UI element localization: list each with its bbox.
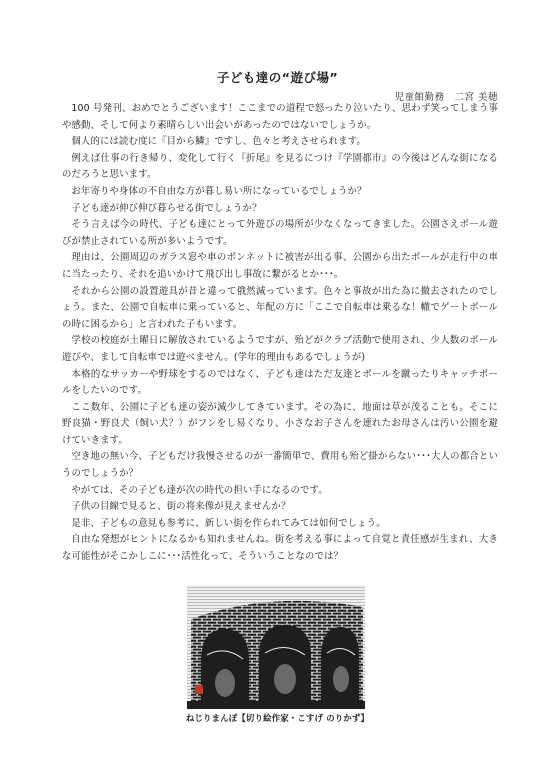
article-paragraph: 子ども達が伸び伸び暮らせる街でしょうか？: [71, 202, 262, 214]
article-paragraph: 是非、子どもの意見も参考に、新しい街を作られてみては如何でしょう。: [71, 517, 386, 529]
article-paragraph: 理由は、公園周辺のガラス窓や車のボンネットに被害が出る事、公園から出たボールが走行中の車に当たったり、それを追いかけて飛び出し事故に繋がるとか･･･。: [62, 252, 498, 280]
paper-cut-brick-arches-icon: [187, 585, 365, 709]
article-paragraph: 本格的なサッカーや野球をするのではなく、子ども達はただ友達とボールを蹴ったりキャッチボールをしたいのです。: [62, 368, 498, 397]
article-body: [62, 101, 498, 566]
figure-caption: ねじりまんぽ【切り絵作家・こすげ のりかず】: [185, 713, 370, 723]
artist-seal-icon: [195, 685, 203, 694]
article-paragraph: 学校の校庭が土曜日に解放されているようですが、殆どがクラブ活動で使用され、少人数のボール遊びや、まして自転車では遊べません。(学年的理由もあるでしょうが): [62, 335, 498, 363]
article-paragraph: やがては、その子ども達が次の時代の担い手になるのです。: [71, 484, 328, 496]
article-author: 児童館勤務 二宮 美穂: [394, 92, 498, 103]
article-paragraph: 100 号発刊、おめでとうございます！ここまでの道程で怒ったり泣いたり、思わず笑ってしまう事や感動、そして何より素晴らしい出会いがあったのではないでしょうか。: [62, 103, 498, 131]
paper-cut-illustration: [187, 585, 365, 709]
article-paragraph: ここ数年、公園に子ども達の姿が減少してきています。その為に、地面は草が茂ることも。そこに野良猫・野良犬（飼い犬？）がフンをし易くなり、小さなお子さんを連れたお母さんは汚い公園を避けていきます。: [62, 401, 498, 446]
article-paragraph: そう言えば今の時代、子ども達にとって外遊びの場所が少なくなってきました。公園さえボール遊びが禁止されている所が多いようです。: [62, 219, 498, 247]
article-paragraph: 自由な発想がヒントになるかも知れませんね。街を考える事によって自覚と責任感が生まれ、大きな可能性がそこかしこに･･･活性化って、そういうことなのでは？: [62, 534, 498, 563]
article-paragraph: 子供の目線で見ると、街の将来像が見えませんか？: [71, 501, 291, 513]
article-title: 子ども達の“遊び場”: [216, 70, 339, 85]
article-paragraph: それから公園の設置遊具が昔と違って俄然減っています。色々と事故が出た為に撤去されたのでしょう。また、公園で自転車に乗っていると、年配の方に「ここで自転車は乗るな！轍でゲートボールの時に困るから」と言われた子もいます。: [62, 285, 498, 330]
article-paragraph: 例えば仕事の行き帰り、変化して行く『折尾』を見るにつけ『学園都市』の今後はどんな街になるのだろうと思います。: [62, 152, 498, 181]
article-paragraph: 空き地の無い今、子どもだけ我慢させるのが一番簡単で、費用も殆ど掛からない･･･大人の都合というのでしょうか？: [62, 451, 498, 480]
article-paragraph: お年寄りや身体の不自由な方が暮し易い所になっているでしょうか？: [71, 185, 367, 197]
article-paragraph: 個人的には読む度に『目から鱗』ですし、色々と考えさせられます。: [71, 136, 366, 148]
